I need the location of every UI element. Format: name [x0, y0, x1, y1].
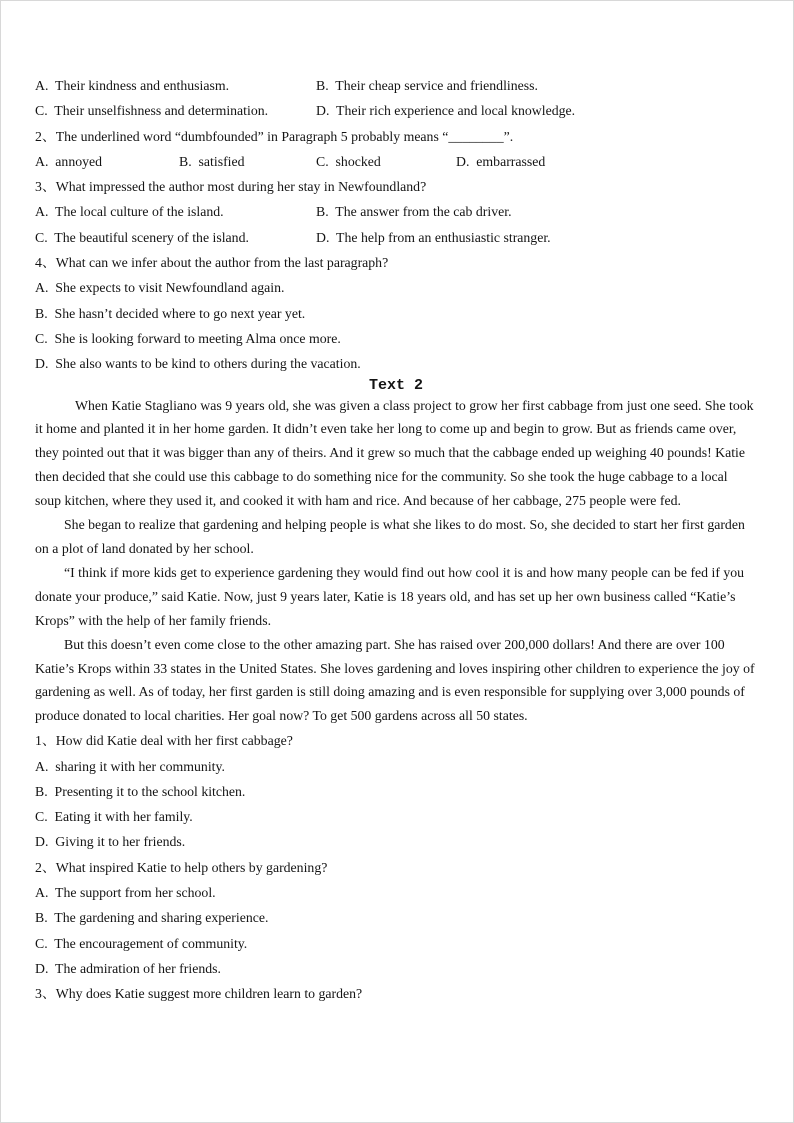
option-a: A. She expects to visit Newfoundland again.	[35, 280, 285, 296]
option-c: C. She is looking forward to meeting Alma once more.	[35, 330, 341, 346]
question-stem: 1、How did Katie deal with her first cabbage?	[35, 733, 293, 749]
option-c: C. Eating it with her family.	[35, 809, 193, 825]
passage-body	[35, 394, 757, 729]
option-c: C. Their unselfishness and determination.	[35, 103, 269, 119]
passage-paragraph: She began to realize that gardening and helping people is what she likes to do most. So, she decided to start her first garden on a plot of land donated by her school.	[35, 517, 745, 556]
question-stem: 3、What impressed the author most during her stay in Newfoundland?	[35, 179, 427, 195]
option-row	[35, 73, 757, 98]
passage-paragraph: “I think if more kids get to experience gardening they would find out how cool it is and how many people can be fed if you donate your produce,” said Katie. Now, just 9 years later, Katie is 18 years old, and has set up her own business called “Katie’s Krops” with the help of her family friends.	[35, 564, 745, 628]
option-d: D. She also wants to be kind to others during the vacation.	[35, 356, 361, 372]
passage-heading: Text 2	[368, 376, 423, 394]
option-row	[35, 98, 757, 123]
option-b: B. satisfied	[179, 153, 245, 169]
question-stem: 2、What inspired Katie to help others by gardening?	[35, 859, 328, 875]
option-d: D. The help from an enthusiastic stranger.	[316, 229, 551, 245]
option-b: B. Their cheap service and friendliness.	[316, 78, 538, 93]
passage-paragraph: When Katie Stagliano was 9 years old, she was given a class project to grow her first cabbage from just one seed. She took it home and planted it in her home garden. It didn’t even take her long to come up and begin to grow. But as friends came over, they pointed out that it was bigger than any of theirs. And it grew so much that the cabbage ended up weighing 40 pounds! Katie then decided that she could use this cabbage to do something nice for the community. So she took the huge cabbage to a local soup kitchen, where they used it, and cooked it with ham and rice. And because of her cabbage, 275 people were fed.	[35, 397, 754, 509]
option-a: A. Their kindness and enthusiasm.	[35, 78, 230, 93]
option-row	[35, 149, 757, 174]
option-b: B. The gardening and sharing experience.	[35, 910, 269, 926]
question-stem: 2、The underlined word “dumbfounded” in Paragraph 5 probably means “________”.	[35, 128, 514, 144]
option-d: D. The admiration of her friends.	[35, 960, 221, 976]
option-c: C. shocked	[316, 153, 381, 169]
option-a: A. annoyed	[35, 153, 103, 169]
option-d: D. Giving it to her friends.	[35, 834, 186, 850]
option-a: A. The support from her school.	[35, 885, 216, 901]
passage-paragraph: But this doesn’t even come close to the other amazing part. She has raised over 200,000 dollars! And there are over 100 Katie’s Krops within 33 states in the United States. She loves gardening and loves inspiring other children to experience the joy of gardening as well. As of today, her first garden is still doing amazing and is even responsible for supplying over 3,000 pounds of produce donated to local charities. Her goal now? To get 500 gardens across all 50 states.	[35, 636, 755, 724]
option-a: A. sharing it with her community.	[35, 758, 225, 774]
option-b: B. The answer from the cab driver.	[316, 204, 512, 220]
question-stem: 4、What can we infer about the author from the last paragraph?	[35, 255, 389, 271]
option-a: A. The local culture of the island.	[35, 204, 224, 220]
option-d: D. embarrassed	[456, 153, 546, 169]
option-d: D. Their rich experience and local knowledge.	[316, 103, 576, 119]
option-row	[35, 199, 757, 224]
option-b: B. She hasn’t decided where to go next year yet.	[35, 305, 306, 321]
option-b: B. Presenting it to the school kitchen.	[35, 783, 246, 799]
question-stem: 3、Why does Katie suggest more children learn to garden?	[35, 986, 363, 1002]
option-row	[35, 225, 757, 250]
page-content	[1, 1, 793, 1007]
option-c: C. The encouragement of community.	[35, 935, 248, 951]
option-c: C. The beautiful scenery of the island.	[35, 229, 249, 245]
